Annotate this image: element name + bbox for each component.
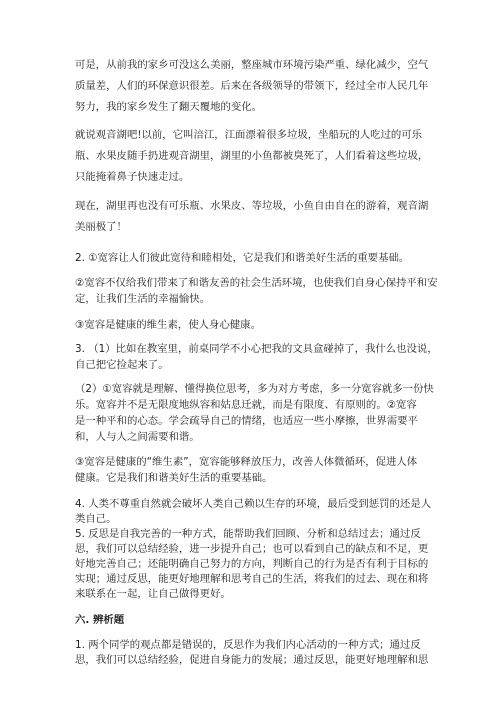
answer-line: 定，让我们生活的幸福愉快。	[75, 293, 211, 305]
text-line: 只能掩着鼻子快速走过。	[75, 171, 190, 183]
answer-line: 思，我们可以总结经验，进一步提升自己；也可以看到自己的缺点和不足，更	[75, 543, 429, 555]
answer-line: 是一种平和的心态。学会疏导自己的情绪，也适应一些小摩擦，世界需要平	[75, 415, 418, 427]
answer-line: 类自己。	[75, 513, 117, 525]
answer-line: （2）①宽容就是理解、懂得换位思考，多为对方考虑，多一分宽容就多一份快	[75, 383, 434, 395]
text-line: 瓶、水果皮随手扔进观音湖里，湖里的小鱼都被臭死了，人们看着这些垃圾，	[75, 150, 429, 162]
answer-line: 思，我们可以总结经验，促进自身能力的发展；通过反思，能更好地理解和思	[75, 654, 429, 666]
answer-line: 好地完善自己；还能明确自己努力的方向，判断自己的行为是否有利于目标的	[75, 558, 429, 570]
answer-line: 5. 反思是自我完善的一种方式，能帮助我们回顾、分析和总结过去；通过反	[75, 528, 421, 540]
answer-line: 来联系在一起，让自己做得更好。	[75, 588, 231, 600]
answer-line: 和，人与人之间需要和谐。	[75, 431, 200, 443]
answer-line: ③宽容是健康的“维生素”，宽容能够释放压力，改善人体微循环，促进人体	[75, 456, 418, 468]
text-line: 努力，我的家乡发生了翻天覆地的变化。	[75, 101, 263, 113]
answer-line: 2. ①宽容让人们彼此宽待和睦相处，它是我们和谐美好生活的重要基础。	[75, 252, 410, 264]
answer-line: 4. 人类不尊重自然就会破坏人类自己赖以生存的环境，最后受到惩罚的还是人	[75, 498, 432, 510]
answer-line: 实现；通过反思，能更好地理解和思考自己的生活，将我们的过去、现在和将	[75, 573, 429, 585]
answer-line: 3. （1）比如在教室里，前桌同学不小心把我的文具盒碰掉了，我什么也没说，	[75, 343, 438, 355]
answer-line: 乐。宽容并不是无限度地纵容和姑息迁就，而是有限度、有原则的。②宽容	[75, 399, 417, 411]
text-line: 就说观音湖吧!以前，它叫涪江，江面漂着很多垃圾，坐船玩的人吃过的可乐	[75, 129, 423, 141]
text-line: 质量差，人们的环保意识很差。后来在各级领导的带领下，经过全市人民几年	[75, 80, 429, 92]
text-line: 可是，从前我的家乡可没这么美丽，整座城市环境污染严重、绿化减少，空气	[75, 59, 429, 71]
answer-line: 自己把它捡起来了。	[75, 359, 169, 371]
answer-line: ③宽容是健康的维生素，使人身心健康。	[75, 319, 261, 331]
text-line: 美丽极了！	[75, 221, 127, 233]
answer-line: 1. 两个同学的观点都是错误的，反思作为我们内心活动的一种方式；通过反	[75, 639, 421, 651]
answer-line: 健康。它是我们和谐美好生活的重要基础。	[75, 472, 273, 484]
answer-line: ②宽容不仅给我们带来了和谐友善的社会生活环境，也使我们自身心保持平和安	[75, 277, 438, 289]
text-line: 现在，湖里再也没有可乐瓶、水果皮、等垃圾，小鱼自由自在的游着，观音湖	[75, 200, 429, 212]
section-heading: 六. 辨析题	[75, 614, 125, 626]
